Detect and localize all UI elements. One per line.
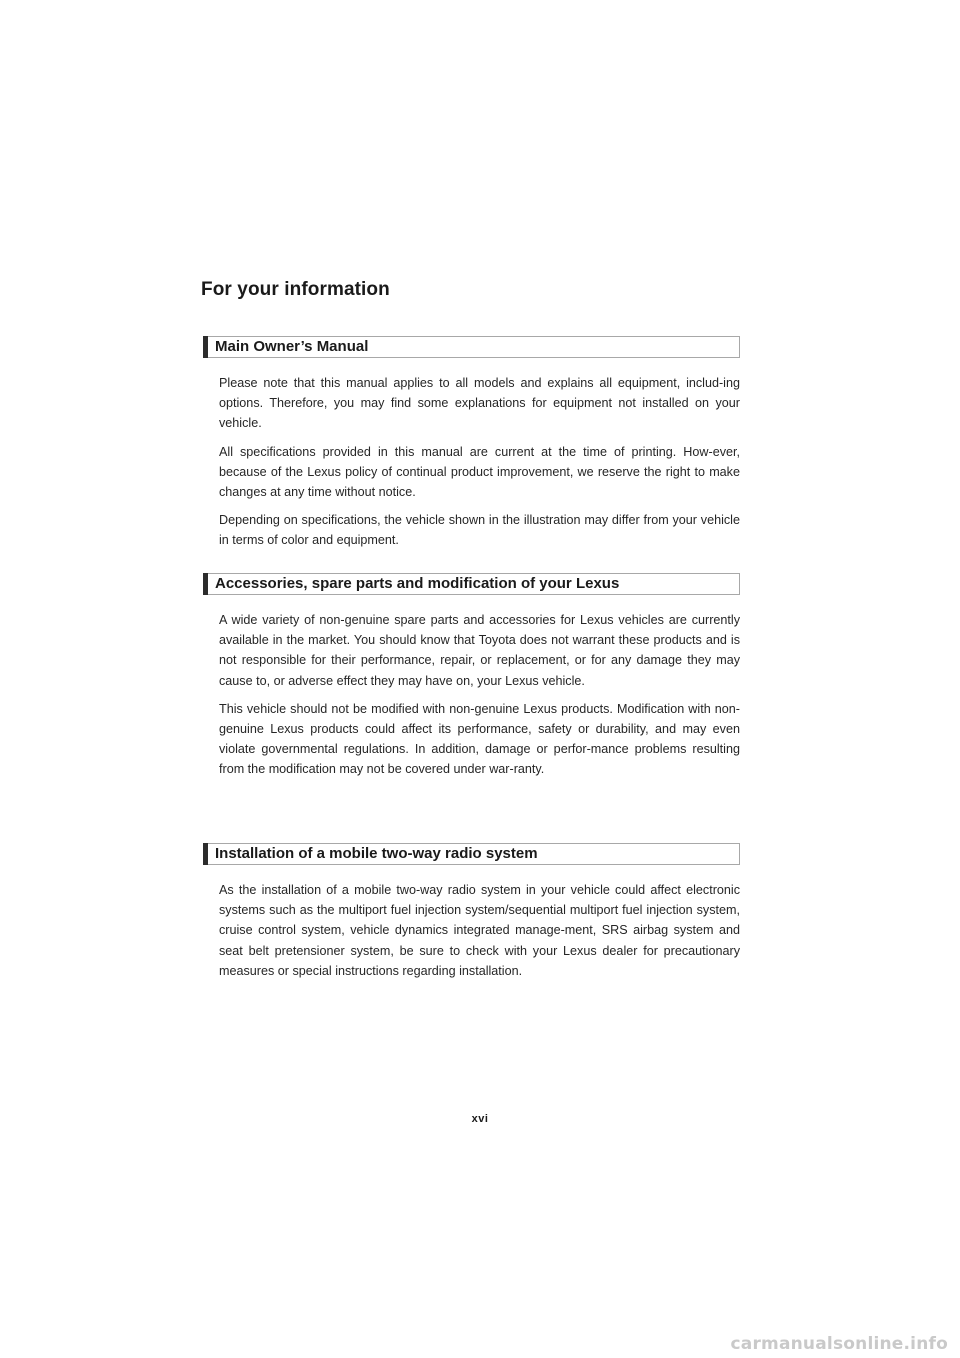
paragraph: This vehicle should not be modified with non-genuine Lexus products. Modification with non-genuine Lexus products could affect its performance, safety or durability, and may even violate governmental regulations. In addition, damage or perfor-mance problems resulting from the modification may not be covered under war-ranty.: [219, 701, 740, 777]
section-heading: Accessories, spare parts and modification of your Lexus: [215, 575, 620, 592]
section-header-bar: [203, 336, 208, 358]
section-mobile-two-way-radio: [203, 843, 740, 989]
section-main-owners-manual: [203, 336, 740, 559]
section-header-bar: [203, 573, 208, 595]
paragraph: A wide variety of non-genuine spare parts and accessories for Lexus vehicles are currently available in the market. You should know that Toyota does not warrant these products and is not responsible for their performance, repair, or replacement, or for any damage they may cause to, or adverse effect they may have on, your Lexus vehicle.: [219, 613, 740, 688]
section-accessories-spare-parts: [203, 573, 740, 788]
section-heading: Installation of a mobile two-way radio system: [215, 845, 538, 862]
paragraph: Depending on specifications, the vehicle shown in the illustration may differ from your vehicle in terms of color and equipment.: [219, 513, 740, 548]
section-header-bar: [203, 843, 208, 865]
paragraph: Please note that this manual applies to all models and explains all equipment, includ-ing options. Therefore, you may find some explanations for equipment not installed on your vehicle.: [219, 376, 740, 431]
section-body: [219, 880, 740, 981]
section-header: [203, 336, 740, 358]
paragraph: All specifications provided in this manual are current at the time of printing. How-ever, because of the Lexus policy of continual product improvement, we reserve the right to make changes at any time without notice.: [219, 444, 740, 500]
section-header: [203, 573, 740, 595]
section-heading: Main Owner’s Manual: [215, 338, 369, 355]
page-number: xvi: [471, 1113, 489, 1125]
section-body: [219, 610, 740, 780]
watermark: carmanualsonline.info: [730, 1334, 948, 1354]
section-header: [203, 843, 740, 865]
page-title: For your information: [201, 279, 390, 300]
paragraph: As the installation of a mobile two-way radio system in your vehicle could affect electronic systems such as the multiport fuel injection system/sequential multiport fuel injection system, cruise control system, vehicle dynamics integrated manage-ment, SRS airbag system and seat belt pretensioner system, be sure to check with your Lexus dealer for precautionary measures or special instructions regarding installation.: [219, 883, 740, 978]
section-body: [219, 373, 740, 551]
